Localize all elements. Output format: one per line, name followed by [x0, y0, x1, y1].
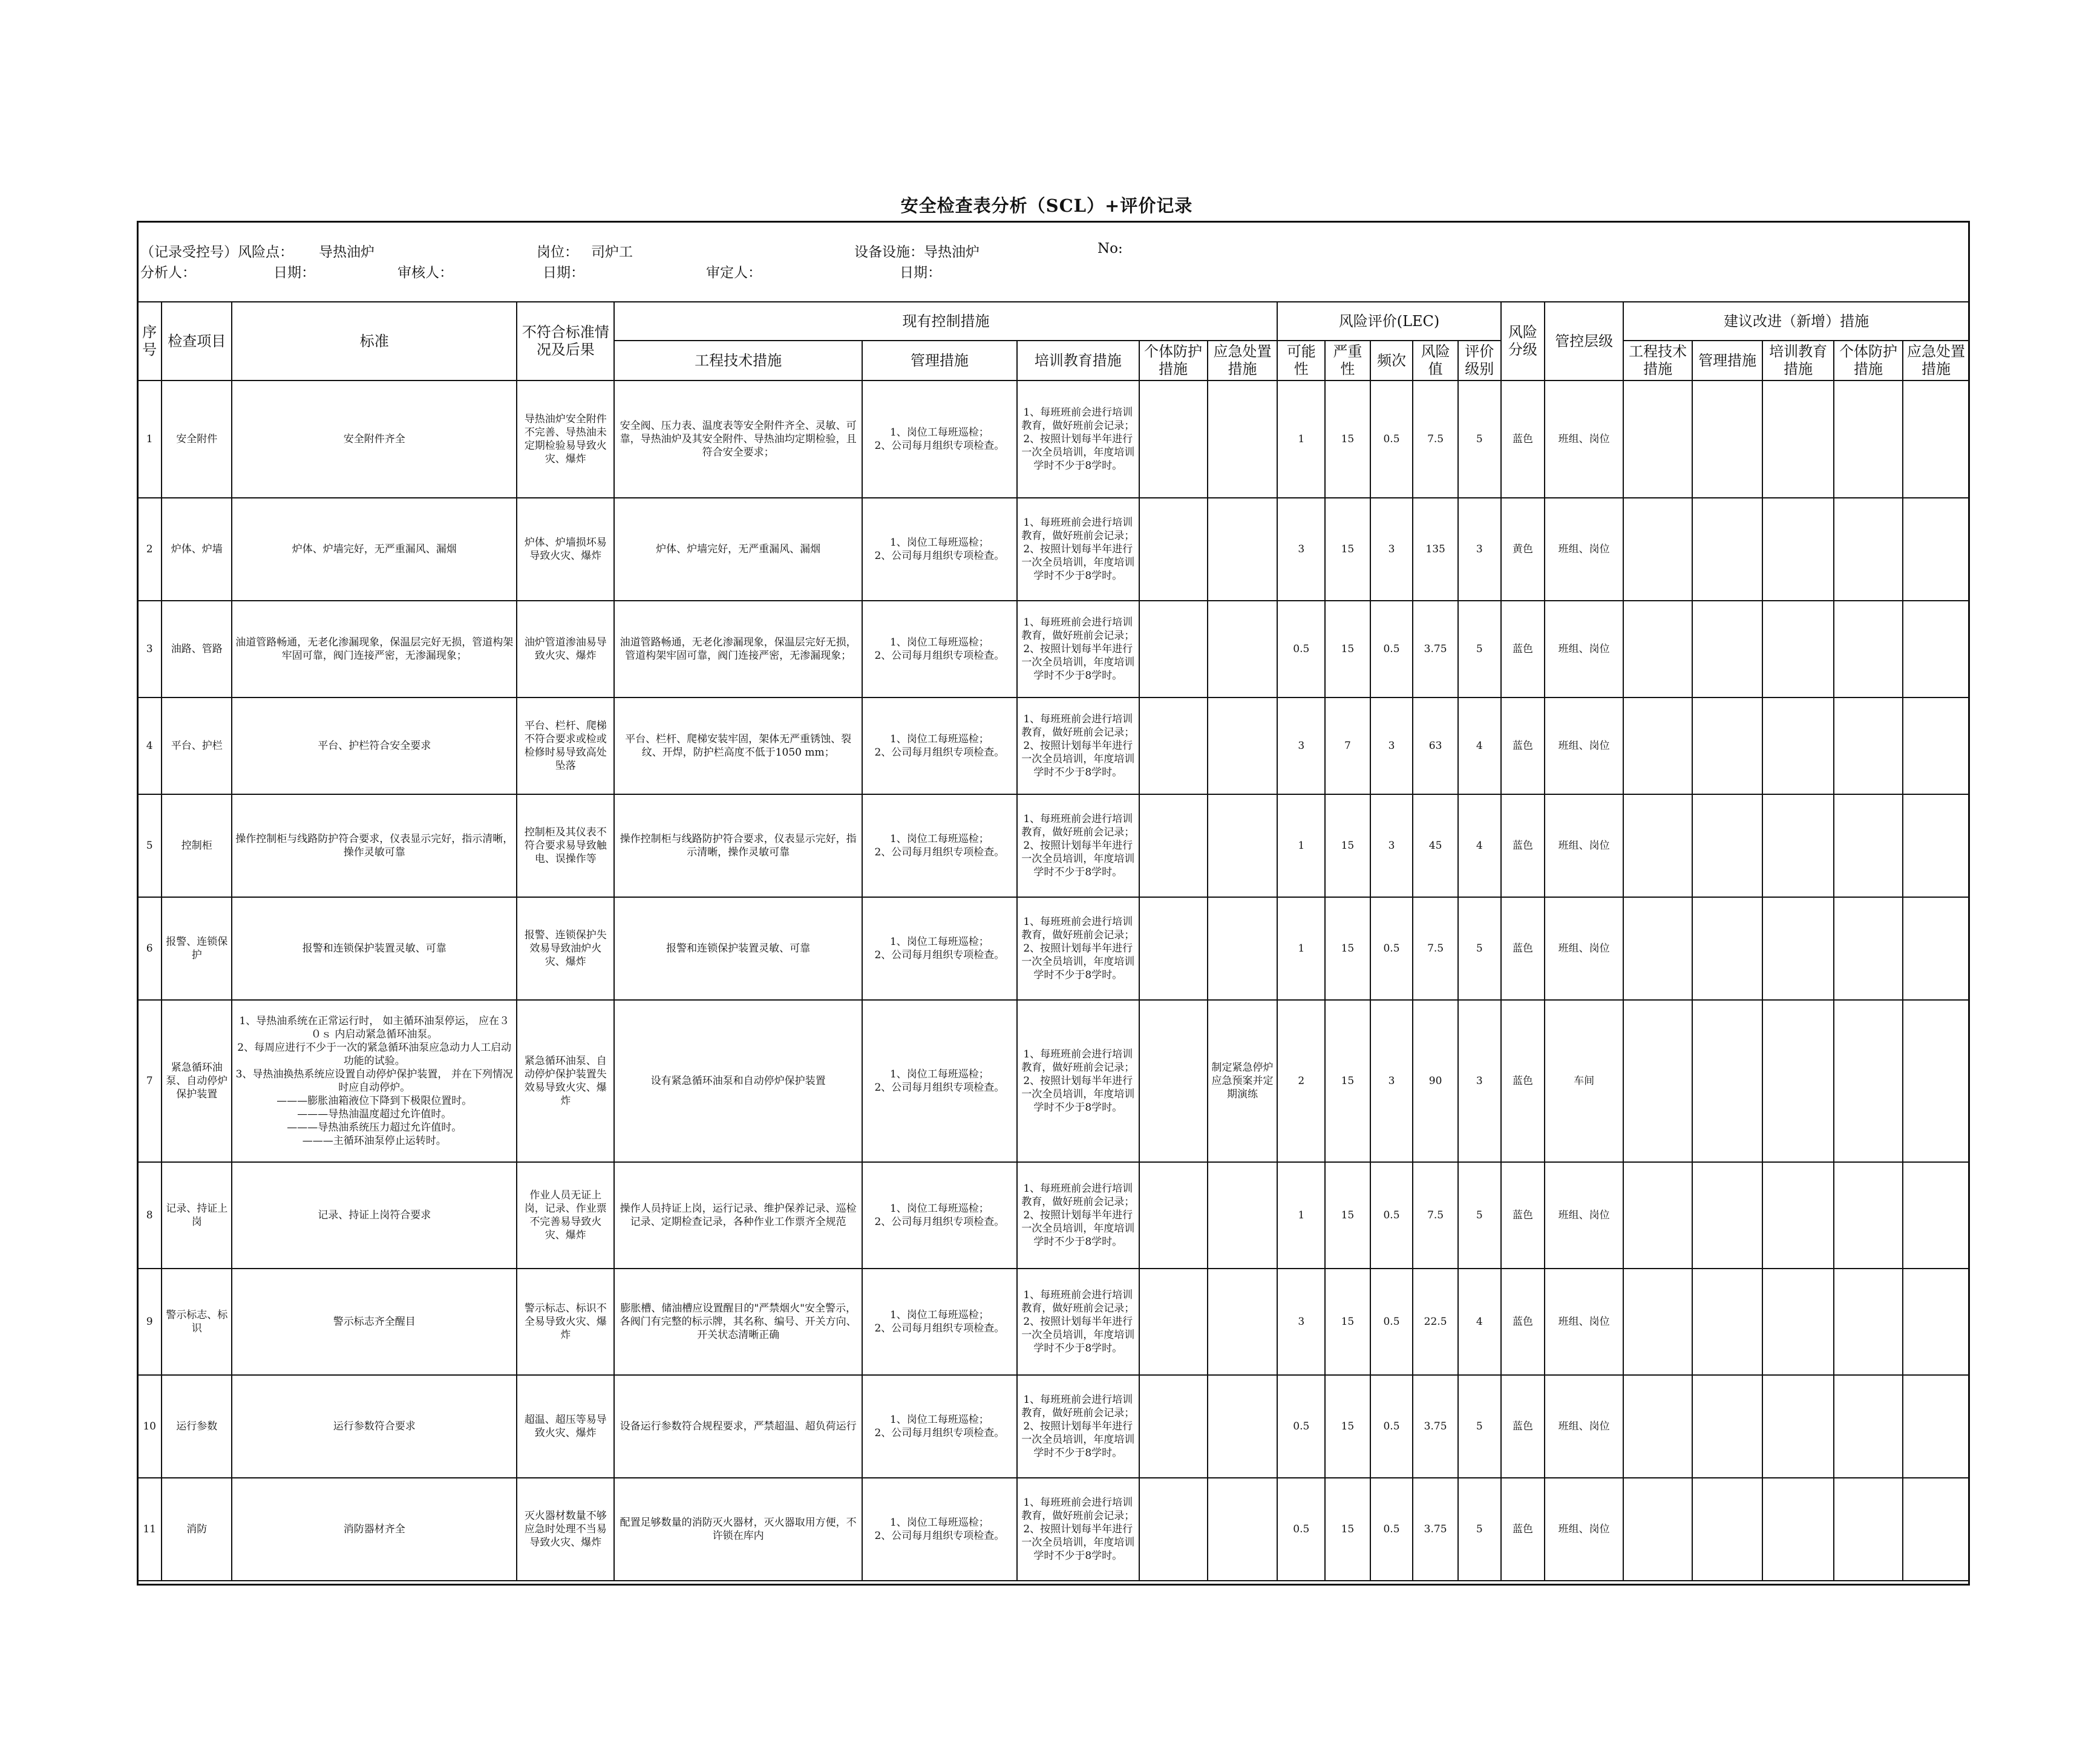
row-frequency: 0.5 — [1370, 1375, 1413, 1478]
row-item: 控制柜 — [162, 794, 232, 897]
table-row — [137, 601, 1969, 697]
row-likelihood: 3 — [1277, 498, 1325, 601]
row-frequency: 0.5 — [1370, 897, 1413, 1000]
row-grade: 5 — [1458, 897, 1501, 1000]
row-item: 报警、连锁保护 — [162, 897, 232, 1000]
row-suggestion-cell — [1623, 697, 1692, 794]
row-likelihood: 0.5 — [1277, 601, 1325, 697]
row-suggestion-cell — [1834, 794, 1903, 897]
row-standard: 操作控制柜与线路防护符合要求，仪表显示完好，指示清晰，操作灵敏可靠 — [232, 794, 517, 897]
row-suggestion-cell — [1692, 697, 1762, 794]
row-seq: 10 — [137, 1375, 162, 1478]
row-suggestion-cell — [1834, 897, 1903, 1000]
row-suggestion-cell — [1623, 897, 1692, 1000]
row-edu-measure: 1、每班班前会进行培训教育，做好班前会记录；2、按照计划每半年进行一次全员培训，年度培训学时不少于8学时。 — [1017, 1269, 1139, 1375]
table-row — [137, 1000, 1969, 1162]
row-risk-color: 蓝色 — [1501, 1162, 1545, 1269]
row-risk-color: 蓝色 — [1501, 794, 1545, 897]
row-likelihood: 1 — [1277, 381, 1325, 498]
row-frequency: 0.5 — [1370, 381, 1413, 498]
analyst-label: 分析人： — [140, 265, 196, 281]
row-nonconform: 超温、超压等易导致火灾、爆炸 — [517, 1375, 614, 1478]
row-suggestion-cell — [1623, 1478, 1692, 1581]
row-edu-measure: 1、每班班前会进行培训教育，做好班前会记录；2、按照计划每半年进行一次全员培训，年度培训学时不少于8学时。 — [1017, 1000, 1139, 1162]
header-nonconform: 不符合标准情况及后果 — [517, 302, 614, 381]
row-risk-value: 22.5 — [1413, 1269, 1458, 1375]
row-item: 运行参数 — [162, 1375, 232, 1478]
row-emerg-measure — [1208, 498, 1278, 601]
row-risk-value: 135 — [1413, 498, 1458, 601]
row-likelihood: 0.5 — [1277, 1375, 1325, 1478]
row-suggestion-cell — [1903, 1000, 1969, 1162]
date-label-2: 日期： — [543, 265, 584, 281]
row-seq: 1 — [137, 381, 162, 498]
row-likelihood: 1 — [1277, 897, 1325, 1000]
row-eng-measure: 报警和连锁保护装置灵敏、可靠 — [614, 897, 862, 1000]
row-suggestion-cell — [1623, 601, 1692, 697]
row-suggestion-cell — [1692, 498, 1762, 601]
page-title: 安全检查表分析（SCL）+评价记录 — [900, 195, 1193, 216]
row-edu-measure: 1、每班班前会进行培训教育，做好班前会记录；2、按照计划每半年进行一次全员培训，年度培训学时不少于8学时。 — [1017, 897, 1139, 1000]
header-suggestions: 建议改进（新增）措施 — [1623, 302, 1969, 341]
row-ppe-measure — [1139, 498, 1208, 601]
row-control-level: 班组、岗位 — [1545, 381, 1623, 498]
row-suggestion-cell — [1762, 897, 1834, 1000]
header-l: 可能性 — [1277, 341, 1325, 381]
row-risk-value: 7.5 — [1413, 1162, 1458, 1269]
equipment-label: 设备设施：导热油炉 — [854, 244, 980, 260]
row-grade: 4 — [1458, 697, 1501, 794]
row-risk-value: 45 — [1413, 794, 1458, 897]
row-grade: 5 — [1458, 1375, 1501, 1478]
row-edu-measure: 1、每班班前会进行培训教育，做好班前会记录；2、按照计划每半年进行一次全员培训，年度培训学时不少于8学时。 — [1017, 1375, 1139, 1478]
row-mgmt-measure: 1、岗位工每班巡检； 2、公司每月组织专项检查。 — [862, 1478, 1017, 1581]
row-eng-measure: 设备运行参数符合规程要求，严禁超温、超负荷运行 — [614, 1375, 862, 1478]
row-item: 油路、管路 — [162, 601, 232, 697]
header-control-level: 管控层级 — [1545, 302, 1623, 381]
row-eng-measure: 配置足够数量的消防灭火器材，灭火器取用方便，不许锁在库内 — [614, 1478, 862, 1581]
row-standard: 油道管路畅通，无老化渗漏现象，保温层完好无损，管道构架牢固可靠，阀门连接严密，无渗漏现象； — [232, 601, 517, 697]
row-suggestion-cell — [1623, 498, 1692, 601]
row-grade: 3 — [1458, 1000, 1501, 1162]
row-seq: 7 — [137, 1000, 162, 1162]
row-standard: 1、导热油系统在正常运行时， 如主循环油泵停运， 应在３０ｓ 内启动紧急循环油泵。 2、每周应进行不少于一次的紧急循环油泵应急动力人工启动功能的试验。 3、导热油换热系统应设置自动停炉保护装置， 并在下列情况时应自动停炉。 ———膨胀油箱液位下降到下极限位置时。 ———导热油温度超过允许值时。 ———导热油系统压力超过允许值时。 ———主循环油泵停止运转时。 — [232, 1000, 517, 1162]
row-risk-value: 3.75 — [1413, 1478, 1458, 1581]
table-row — [137, 1375, 1969, 1478]
table-row — [137, 794, 1969, 897]
row-eng-measure: 安全阀、压力表、温度表等安全附件齐全、灵敏、可靠，导热油炉及其安全附件、导热油均定期检验，且符合安全要求； — [614, 381, 862, 498]
row-eng-measure: 平台、栏杆、爬梯安装牢固，架体无严重锈蚀、裂纹、开焊，防护栏高度不低于1050 mm； — [614, 697, 862, 794]
row-control-level: 班组、岗位 — [1545, 897, 1623, 1000]
row-grade: 5 — [1458, 1478, 1501, 1581]
row-grade: 5 — [1458, 381, 1501, 498]
row-likelihood: 1 — [1277, 1162, 1325, 1269]
row-nonconform: 警示标志、标识不全易导致火灾、爆炸 — [517, 1269, 614, 1375]
header-freq: 频次 — [1370, 341, 1413, 381]
header-s-emerg: 应急处置措施 — [1903, 341, 1969, 381]
row-nonconform: 报警、连锁保护失效易导致油炉火灾、爆炸 — [517, 897, 614, 1000]
row-suggestion-cell — [1903, 897, 1969, 1000]
row-suggestion-cell — [1623, 1269, 1692, 1375]
row-item: 记录、持证上岗 — [162, 1162, 232, 1269]
header-existing-controls: 现有控制措施 — [614, 302, 1277, 341]
row-emerg-measure — [1208, 601, 1278, 697]
table-row — [137, 1478, 1969, 1581]
row-risk-value: 63 — [1413, 697, 1458, 794]
row-risk-color: 蓝色 — [1501, 381, 1545, 498]
header-lec: 风险评价(LEC) — [1277, 302, 1500, 341]
row-emerg-measure — [1208, 1478, 1278, 1581]
row-suggestion-cell — [1692, 897, 1762, 1000]
row-emerg-measure: 制定紧急停炉应急预案并定期演练 — [1208, 1000, 1278, 1162]
row-frequency: 3 — [1370, 697, 1413, 794]
row-control-level: 班组、岗位 — [1545, 498, 1623, 601]
row-seq: 6 — [137, 897, 162, 1000]
table-row — [137, 897, 1969, 1000]
row-edu-measure: 1、每班班前会进行培训教育，做好班前会记录；2、按照计划每半年进行一次全员培训，年度培训学时不少于8学时。 — [1017, 794, 1139, 897]
row-suggestion-cell — [1623, 1000, 1692, 1162]
row-edu-measure: 1、每班班前会进行培训教育，做好班前会记录；2、按照计划每半年进行一次全员培训，年度培训学时不少于8学时。 — [1017, 601, 1139, 697]
date-label-3: 日期： — [900, 265, 941, 281]
row-severity: 15 — [1325, 601, 1370, 697]
row-ppe-measure — [1139, 1478, 1208, 1581]
row-suggestion-cell — [1834, 381, 1903, 498]
row-suggestion-cell — [1762, 1269, 1834, 1375]
row-frequency: 0.5 — [1370, 1269, 1413, 1375]
row-item: 平台、护栏 — [162, 697, 232, 794]
row-suggestion-cell — [1623, 1375, 1692, 1478]
row-grade: 4 — [1458, 794, 1501, 897]
row-item: 警示标志、标识 — [162, 1269, 232, 1375]
row-item: 消防 — [162, 1478, 232, 1581]
row-frequency: 3 — [1370, 794, 1413, 897]
row-likelihood: 0.5 — [1277, 1478, 1325, 1581]
row-edu-measure: 1、每班班前会进行培训教育，做好班前会记录；2、按照计划每半年进行一次全员培训，年度培训学时不少于8学时。 — [1017, 1478, 1139, 1581]
row-suggestion-cell — [1903, 498, 1969, 601]
row-mgmt-measure: 1、岗位工每班巡检； 2、公司每月组织专项检查。 — [862, 601, 1017, 697]
row-risk-value: 7.5 — [1413, 381, 1458, 498]
date-label-1: 日期： — [273, 265, 315, 281]
row-suggestion-cell — [1692, 601, 1762, 697]
header-emerg: 应急处置措施 — [1208, 341, 1278, 381]
row-control-level: 车间 — [1545, 1000, 1623, 1162]
row-suggestion-cell — [1762, 1162, 1834, 1269]
header-e: 严重性 — [1325, 341, 1370, 381]
row-ppe-measure — [1139, 601, 1208, 697]
row-eng-measure: 操作控制柜与线路防护符合要求，仪表显示完好，指示清晰，操作灵敏可靠 — [614, 794, 862, 897]
row-mgmt-measure: 1、岗位工每班巡检； 2、公司每月组织专项检查。 — [862, 1000, 1017, 1162]
row-mgmt-measure: 1、岗位工每班巡检； 2、公司每月组织专项检查。 — [862, 897, 1017, 1000]
header-s-mgmt: 管理措施 — [1692, 341, 1762, 381]
row-risk-color: 黄色 — [1501, 498, 1545, 601]
row-nonconform: 平台、栏杆、爬梯不符合要求或检或检修时易导致高处坠落 — [517, 697, 614, 794]
row-eng-measure: 炉体、炉墙完好，无严重漏风、漏烟 — [614, 498, 862, 601]
row-risk-value: 3.75 — [1413, 601, 1458, 697]
row-ppe-measure — [1139, 794, 1208, 897]
row-risk-color: 蓝色 — [1501, 1000, 1545, 1162]
row-grade: 3 — [1458, 498, 1501, 601]
info-header — [140, 241, 1955, 283]
row-suggestion-cell — [1623, 794, 1692, 897]
header-ppe: 个体防护措施 — [1139, 341, 1208, 381]
row-suggestion-cell — [1762, 1375, 1834, 1478]
row-suggestion-cell — [1762, 794, 1834, 897]
row-emerg-measure — [1208, 381, 1278, 498]
row-risk-color: 蓝色 — [1501, 697, 1545, 794]
row-nonconform: 作业人员无证上岗，记录、作业票不完善易导致火灾、爆炸 — [517, 1162, 614, 1269]
row-grade: 5 — [1458, 1162, 1501, 1269]
row-risk-value: 3.75 — [1413, 1375, 1458, 1478]
row-suggestion-cell — [1762, 498, 1834, 601]
row-emerg-measure — [1208, 1269, 1278, 1375]
row-suggestion-cell — [1834, 1162, 1903, 1269]
row-control-level: 班组、岗位 — [1545, 1478, 1623, 1581]
row-suggestion-cell — [1834, 1478, 1903, 1581]
row-severity: 15 — [1325, 381, 1370, 498]
row-mgmt-measure: 1、岗位工每班巡检； 2、公司每月组织专项检查。 — [862, 498, 1017, 601]
row-severity: 15 — [1325, 897, 1370, 1000]
row-seq: 11 — [137, 1478, 162, 1581]
row-suggestion-cell — [1834, 1269, 1903, 1375]
row-suggestion-cell — [1623, 381, 1692, 498]
row-nonconform: 油炉管道渗油易导致火灾、爆炸 — [517, 601, 614, 697]
row-risk-color: 蓝色 — [1501, 1269, 1545, 1375]
scl-table — [137, 301, 1970, 1581]
row-suggestion-cell — [1692, 381, 1762, 498]
row-suggestion-cell — [1834, 1000, 1903, 1162]
row-ppe-measure — [1139, 381, 1208, 498]
row-severity: 15 — [1325, 498, 1370, 601]
row-suggestion-cell — [1903, 794, 1969, 897]
row-edu-measure: 1、每班班前会进行培训教育，做好班前会记录；2、按照计划每半年进行一次全员培训，年度培训学时不少于8学时。 — [1017, 381, 1139, 498]
number-label: No: — [1097, 241, 1123, 256]
row-severity: 15 — [1325, 1162, 1370, 1269]
row-seq: 2 — [137, 498, 162, 601]
header-risk-level: 风险分级 — [1501, 302, 1545, 381]
header-mgmt: 管理措施 — [862, 341, 1017, 381]
row-suggestion-cell — [1692, 1478, 1762, 1581]
row-suggestion-cell — [1903, 601, 1969, 697]
row-nonconform: 导热油炉安全附件不完善、导热油未定期检验易导致火灾、爆炸 — [517, 381, 614, 498]
row-nonconform: 紧急循环油泵、自动停炉保护装置失效易导致火灾、爆炸 — [517, 1000, 614, 1162]
row-nonconform: 控制柜及其仪表不符合要求易导致触电、误操作等 — [517, 794, 614, 897]
row-emerg-measure — [1208, 794, 1278, 897]
header-risk-value: 风险值 — [1413, 341, 1458, 381]
row-suggestion-cell — [1834, 601, 1903, 697]
row-ppe-measure — [1139, 1269, 1208, 1375]
row-suggestion-cell — [1762, 601, 1834, 697]
table-row — [137, 381, 1969, 498]
row-severity: 7 — [1325, 697, 1370, 794]
row-control-level: 班组、岗位 — [1545, 794, 1623, 897]
row-seq: 3 — [137, 601, 162, 697]
row-suggestion-cell — [1692, 1375, 1762, 1478]
record-control-label: （记录受控号）风险点： — [140, 244, 293, 260]
row-ppe-measure — [1139, 1000, 1208, 1162]
row-edu-measure: 1、每班班前会进行培训教育，做好班前会记录；2、按照计划每半年进行一次全员培训，年度培训学时不少于8学时。 — [1017, 498, 1139, 601]
row-suggestion-cell — [1903, 1269, 1969, 1375]
row-suggestion-cell — [1762, 381, 1834, 498]
row-control-level: 班组、岗位 — [1545, 1375, 1623, 1478]
row-nonconform: 灭火器材数量不够应急时处理不当易导致火灾、爆炸 — [517, 1478, 614, 1581]
row-edu-measure: 1、每班班前会进行培训教育，做好班前会记录；2、按照计划每半年进行一次全员培训，年度培训学时不少于8学时。 — [1017, 697, 1139, 794]
header-s-ppe: 个体防护措施 — [1834, 341, 1903, 381]
row-seq: 9 — [137, 1269, 162, 1375]
row-likelihood: 3 — [1277, 697, 1325, 794]
row-suggestion-cell — [1903, 1478, 1969, 1581]
header-edu: 培训教育措施 — [1017, 341, 1139, 381]
row-item: 安全附件 — [162, 381, 232, 498]
row-frequency: 0.5 — [1370, 601, 1413, 697]
row-mgmt-measure: 1、岗位工每班巡检； 2、公司每月组织专项检查。 — [862, 381, 1017, 498]
row-grade: 4 — [1458, 1269, 1501, 1375]
header-s-eng: 工程技术措施 — [1623, 341, 1692, 381]
row-frequency: 3 — [1370, 1000, 1413, 1162]
row-severity: 15 — [1325, 1478, 1370, 1581]
row-suggestion-cell — [1834, 498, 1903, 601]
row-ppe-measure — [1139, 1162, 1208, 1269]
row-suggestion-cell — [1834, 1375, 1903, 1478]
header-grade: 评价级别 — [1458, 341, 1501, 381]
row-control-level: 班组、岗位 — [1545, 601, 1623, 697]
row-suggestion-cell — [1762, 697, 1834, 794]
row-standard: 警示标志齐全醒目 — [232, 1269, 517, 1375]
post-value: 司炉工 — [591, 244, 633, 260]
row-suggestion-cell — [1623, 1162, 1692, 1269]
table-row — [137, 697, 1969, 794]
row-ppe-measure — [1139, 1375, 1208, 1478]
row-emerg-measure — [1208, 697, 1278, 794]
table-row — [137, 1162, 1969, 1269]
table-row — [137, 498, 1969, 601]
row-standard: 安全附件齐全 — [232, 381, 517, 498]
row-control-level: 班组、岗位 — [1545, 697, 1623, 794]
row-item: 紧急循环油泵、自动停炉保护装置 — [162, 1000, 232, 1162]
row-standard: 消防器材齐全 — [232, 1478, 517, 1581]
row-ppe-measure — [1139, 697, 1208, 794]
row-risk-color: 蓝色 — [1501, 601, 1545, 697]
reviewer-label: 审核人： — [397, 265, 453, 281]
row-mgmt-measure: 1、岗位工每班巡检； 2、公司每月组织专项检查。 — [862, 1375, 1017, 1478]
row-standard: 记录、持证上岗符合要求 — [232, 1162, 517, 1269]
row-mgmt-measure: 1、岗位工每班巡检； 2、公司每月组织专项检查。 — [862, 697, 1017, 794]
header-eng: 工程技术措施 — [614, 341, 862, 381]
row-suggestion-cell — [1834, 697, 1903, 794]
row-eng-measure: 操作人员持证上岗，运行记录、维护保养记录、巡检记录、定期检查记录，各种作业工作票齐全规范 — [614, 1162, 862, 1269]
row-emerg-measure — [1208, 1162, 1278, 1269]
row-frequency: 0.5 — [1370, 1162, 1413, 1269]
row-standard: 平台、护栏符合安全要求 — [232, 697, 517, 794]
row-eng-measure: 油道管路畅通，无老化渗漏现象，保温层完好无损，管道构架牢固可靠，阀门连接严密，无渗漏现象； — [614, 601, 862, 697]
row-emerg-measure — [1208, 897, 1278, 1000]
row-suggestion-cell — [1692, 1269, 1762, 1375]
row-risk-color: 蓝色 — [1501, 1478, 1545, 1581]
row-standard: 报警和连锁保护装置灵敏、可靠 — [232, 897, 517, 1000]
row-risk-color: 蓝色 — [1501, 1375, 1545, 1478]
row-eng-measure: 膨胀槽、储油槽应设置醒目的"严禁烟火"安全警示，各阀门有完整的标示牌，其名称、编号、开关方向、开关状态清晰正确 — [614, 1269, 862, 1375]
row-seq: 5 — [137, 794, 162, 897]
row-frequency: 0.5 — [1370, 1478, 1413, 1581]
row-seq: 8 — [137, 1162, 162, 1269]
row-suggestion-cell — [1903, 381, 1969, 498]
row-severity: 15 — [1325, 794, 1370, 897]
row-frequency: 3 — [1370, 498, 1413, 601]
row-suggestion-cell — [1762, 1000, 1834, 1162]
row-likelihood: 3 — [1277, 1269, 1325, 1375]
row-seq: 4 — [137, 697, 162, 794]
row-suggestion-cell — [1903, 1375, 1969, 1478]
row-control-level: 班组、岗位 — [1545, 1269, 1623, 1375]
row-likelihood: 2 — [1277, 1000, 1325, 1162]
row-likelihood: 1 — [1277, 794, 1325, 897]
row-mgmt-measure: 1、岗位工每班巡检； 2、公司每月组织专项检查。 — [862, 794, 1017, 897]
row-grade: 5 — [1458, 601, 1501, 697]
risk-point-value: 导热油炉 — [319, 244, 375, 260]
table-row — [137, 1269, 1969, 1375]
row-suggestion-cell — [1692, 1162, 1762, 1269]
row-suggestion-cell — [1762, 1478, 1834, 1581]
row-suggestion-cell — [1903, 697, 1969, 794]
row-item: 炉体、炉墙 — [162, 498, 232, 601]
post-label: 岗位： — [537, 244, 578, 260]
row-risk-value: 7.5 — [1413, 897, 1458, 1000]
row-severity: 15 — [1325, 1269, 1370, 1375]
row-mgmt-measure: 1、岗位工每班巡检； 2、公司每月组织专项检查。 — [862, 1162, 1017, 1269]
row-risk-color: 蓝色 — [1501, 897, 1545, 1000]
row-ppe-measure — [1139, 897, 1208, 1000]
header-item: 检查项目 — [162, 302, 232, 381]
row-suggestion-cell — [1692, 1000, 1762, 1162]
header-seq: 序号 — [137, 302, 162, 381]
approver-label: 审定人： — [706, 265, 762, 281]
row-edu-measure: 1、每班班前会进行培训教育，做好班前会记录；2、按照计划每半年进行一次全员培训，年度培训学时不少于8学时。 — [1017, 1162, 1139, 1269]
row-eng-measure: 设有紧急循环油泵和自动停炉保护装置 — [614, 1000, 862, 1162]
row-severity: 15 — [1325, 1375, 1370, 1478]
row-risk-value: 90 — [1413, 1000, 1458, 1162]
header-s-edu: 培训教育措施 — [1762, 341, 1834, 381]
row-emerg-measure — [1208, 1375, 1278, 1478]
row-suggestion-cell — [1692, 794, 1762, 897]
row-standard: 炉体、炉墙完好，无严重漏风、漏烟 — [232, 498, 517, 601]
row-suggestion-cell — [1903, 1162, 1969, 1269]
row-mgmt-measure: 1、岗位工每班巡检； 2、公司每月组织专项检查。 — [862, 1269, 1017, 1375]
row-standard: 运行参数符合要求 — [232, 1375, 517, 1478]
row-severity: 15 — [1325, 1000, 1370, 1162]
row-control-level: 班组、岗位 — [1545, 1162, 1623, 1269]
header-standard: 标准 — [232, 302, 517, 381]
row-nonconform: 炉体、炉墙损坏易导致火灾、爆炸 — [517, 498, 614, 601]
